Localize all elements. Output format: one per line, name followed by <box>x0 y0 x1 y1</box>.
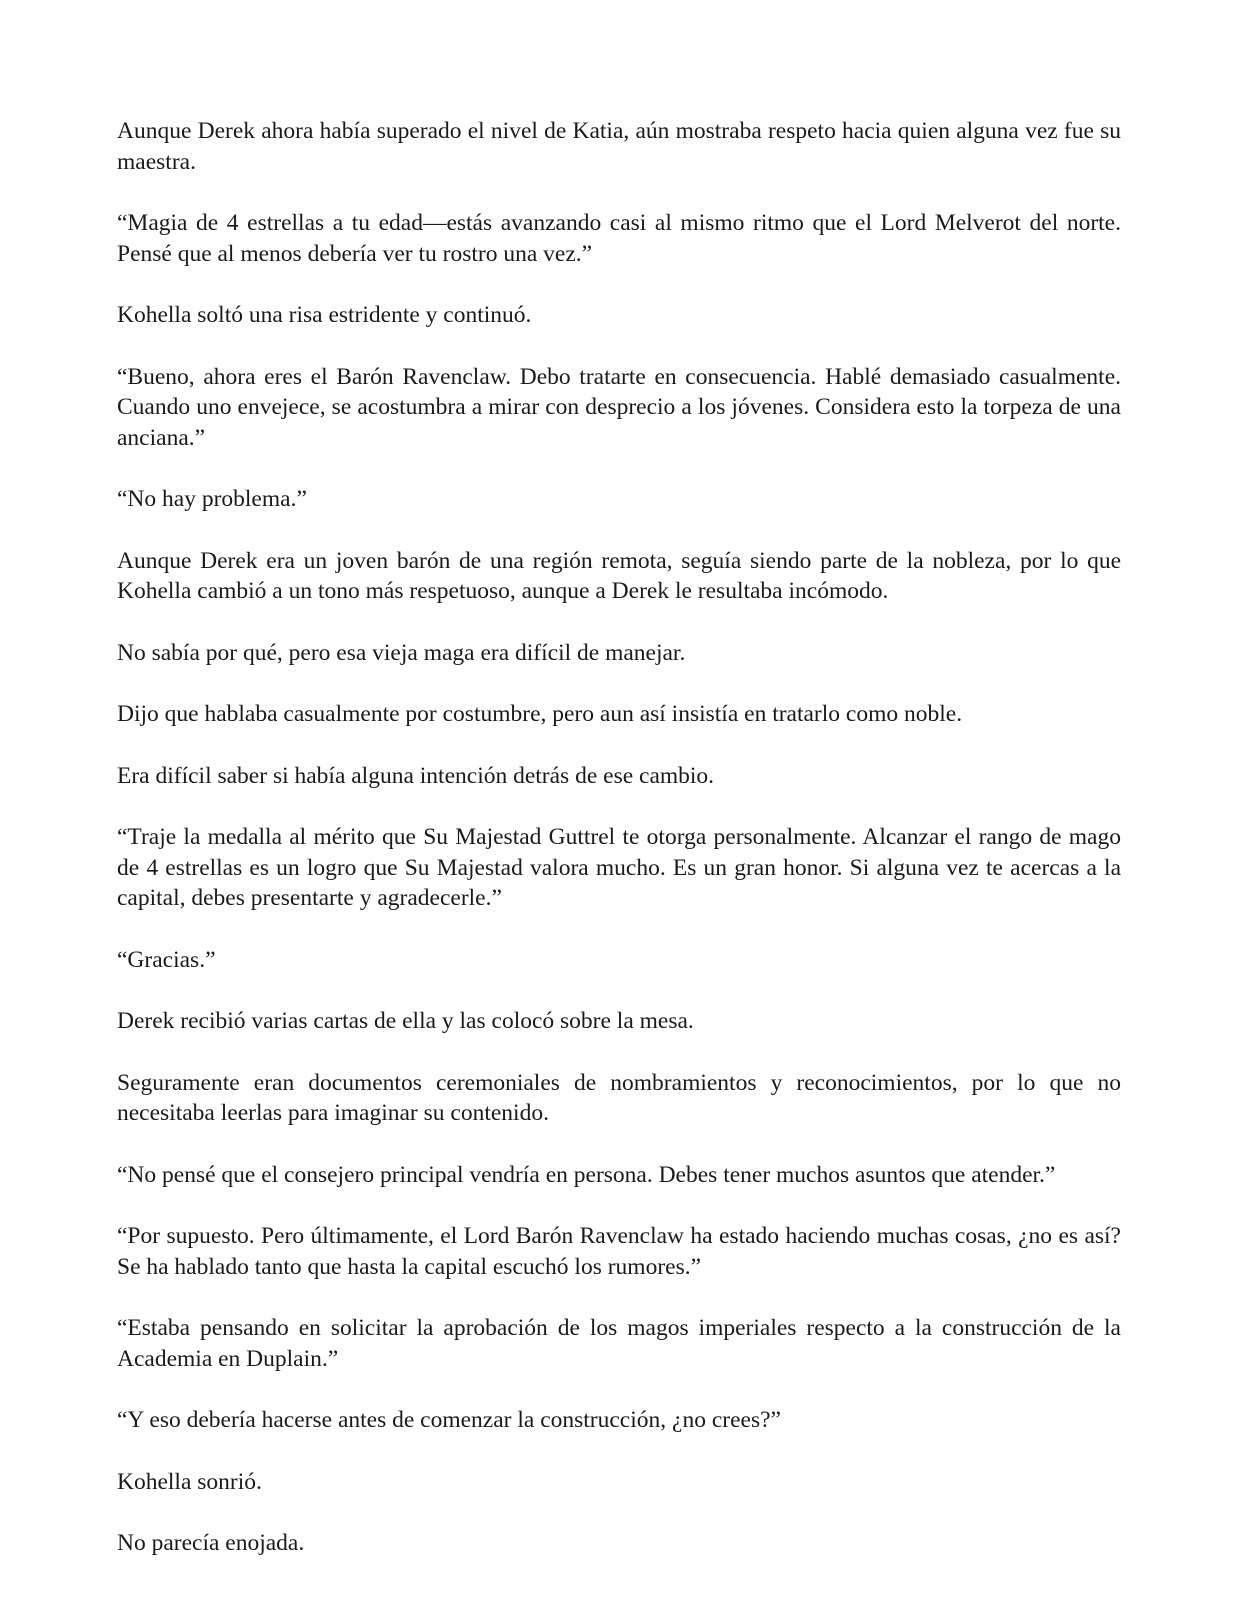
paragraph-4: “Bueno, ahora eres el Barón Ravenclaw. Debo tratarte en consecuencia. Hablé demasiado casualmente. Cuando uno envejece, se acostumbra a mirar con desprecio a los jóvenes. Considera esto la torpeza de una anciana.” <box>117 363 1121 451</box>
paragraph-5: “No hay problema.” <box>117 486 307 512</box>
paragraph-15: “Por supuesto. Pero últimamente, el Lord Barón Ravenclaw ha estado haciendo muchas cosas, ¿no es así? Se ha hablado tanto que hasta la capital escuchó los rumores.” <box>117 1223 1121 1280</box>
paragraph-10: “Traje la medalla al mérito que Su Majestad Guttrel te otorga personalmente. Alcanzar el rango de mago de 4 estrellas es un logro que Su Majestad valora mucho. Es un gran honor. Si alguna vez te acercas a la capital, debes presentarte y agradecerle.” <box>117 824 1121 911</box>
paragraph-14: “No pensé que el consejero principal vendría en persona. Debes tener muchos asuntos que atender.” <box>117 1161 1056 1188</box>
paragraph-16: “Estaba pensando en solicitar la aprobación de los magos imperiales respecto a la construcción de la Academia en Duplain.” <box>117 1315 1121 1372</box>
paragraph-17: “Y eso debería hacerse antes de comenzar la construcción, ¿no crees?” <box>117 1407 781 1433</box>
paragraph-6: Aunque Derek era un joven barón de una región remota, seguía siendo parte de la nobleza, por lo que Kohella cambió a un tono más respetuoso, aunque a Derek le resultaba incómodo. <box>117 547 1121 604</box>
paragraph-18: Kohella sonrió. <box>117 1468 262 1495</box>
paragraph-3: Kohella soltó una risa estridente y continuó. <box>117 302 532 328</box>
document-page <box>117 116 1121 1590</box>
paragraph-12: Derek recibió varias cartas de ella y las colocó sobre la mesa. <box>117 1008 694 1034</box>
paragraph-19: No parecía enojada. <box>117 1530 305 1556</box>
paragraph-8: Dijo que hablaba casualmente por costumbre, pero aun así insistía en tratarlo como noble. <box>117 701 963 727</box>
paragraph-11: “Gracias.” <box>117 946 216 973</box>
paragraph-9: Era difícil saber si había alguna intención detrás de ese cambio. <box>117 762 715 789</box>
paragraph-2: “Magia de 4 estrellas a tu edad—estás avanzando casi al mismo ritmo que el Lord Melverot del norte. Pensé que al menos debería ver tu rostro una vez.” <box>117 210 1121 267</box>
paragraph-7: No sabía por qué, pero esa vieja maga era difícil de manejar. <box>117 639 686 666</box>
paragraph-13: Seguramente eran documentos ceremoniales de nombramientos y reconocimientos, por lo que no necesitaba leerlas para imaginar su contenido. <box>117 1069 1121 1126</box>
paragraph-1: Aunque Derek ahora había superado el nivel de Katia, aún mostraba respeto hacia quien alguna vez fue su maestra. <box>117 118 1121 175</box>
